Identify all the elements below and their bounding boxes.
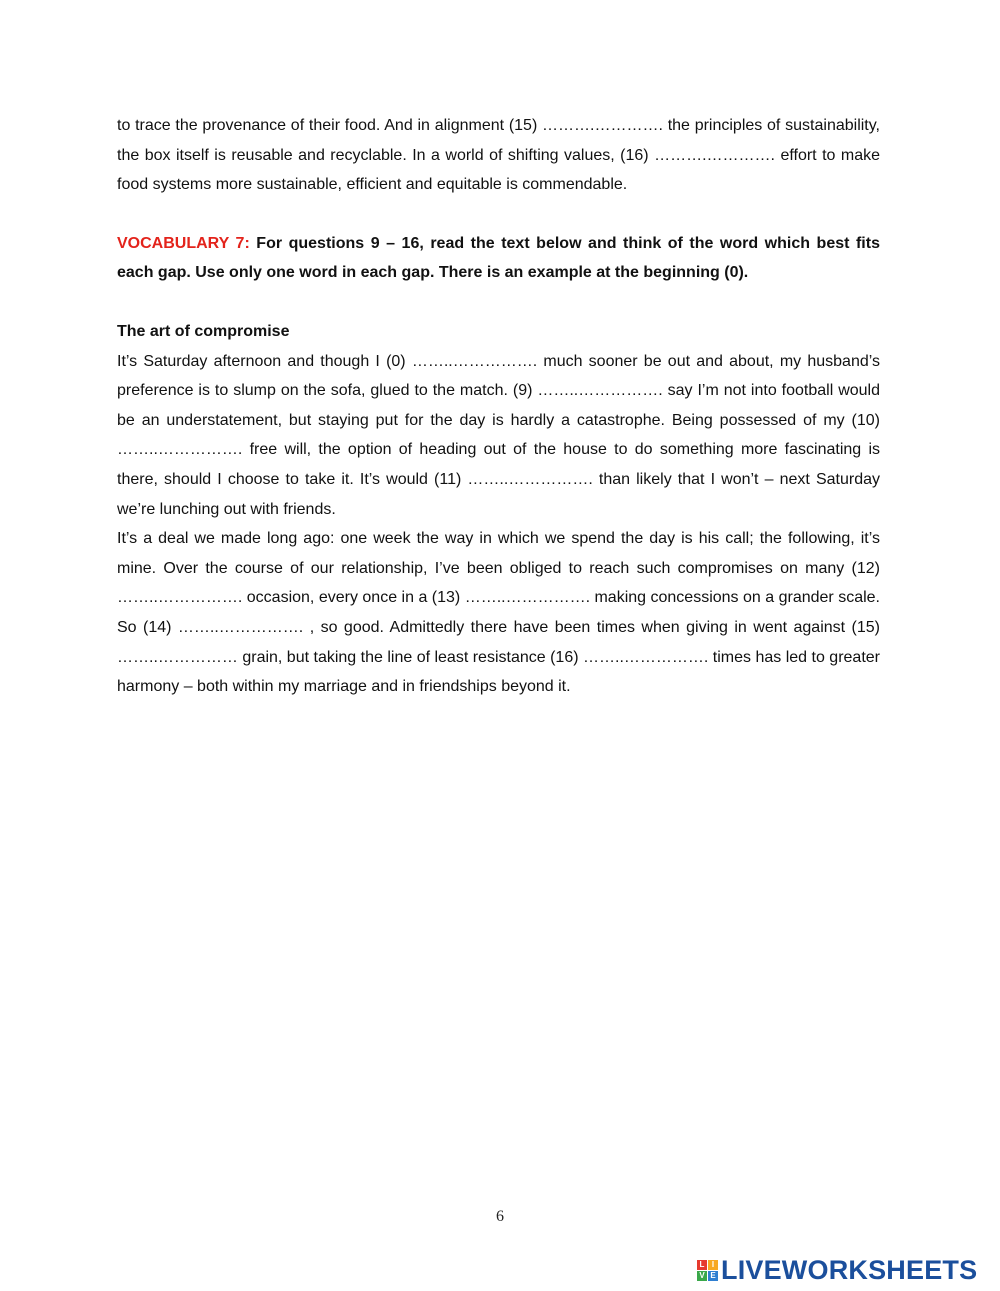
exercise-label: VOCABULARY 7:	[117, 234, 250, 252]
passage-paragraph-1: It’s Saturday afternoon and though I (0) ……..……………. much sooner be out and about, my husband’s preference is to slump on the sofa, glued to the match. (9) ……..……………. say I’m not into football would be an understatement, but staying put for the day is hardly a catastrophe. Being possessed of my (10) ……..……………. free will, the option of heading out of the house to do something more fascinating is there, should I choose to take it. It’s would (11) ……..……………. than likely that I won’t – next Saturday we’re lunching out with friends.	[117, 352, 880, 518]
logo-letter-v: V	[697, 1271, 707, 1281]
passage-title: The art of compromise	[117, 322, 290, 340]
liveworksheets-logo-icon	[697, 1260, 718, 1281]
instruction-text: For questions 9 – 16, read the text below and think of the word which best fits each gap. Use only one word in each gap. There is an example at the beginning (0).	[117, 234, 880, 282]
logo-letter-i: I	[708, 1260, 718, 1270]
vocabulary-instructions	[117, 229, 880, 288]
previous-exercise-text: to trace the provenance of their food. And in alignment (15) ……….…………. the principles of sustainability, the box itself is reusable and recyclable. In a world of shifting values, (16) ……….…………. effort to make food systems more sustainable, efficient and equitable is commendable.	[117, 117, 880, 194]
passage-paragraph-2: It’s a deal we made long ago: one week the way in which we spend the day is his call; the following, it’s mine. Over the course of our relationship, I’ve been obliged to reach such compromises on many (12) ……..……………. occasion, every once in a (13) ……..……………. making concessions on a grander scale. So (14) ……..……………. , so good. Admittedly there have been times when giving in went against (15) ……..…………… grain, but taking the line of least resistance (16) ……..……………. times has led to greater harmony – both within my marriage and in friendships beyond it.	[117, 530, 880, 696]
page-number: 6	[496, 1208, 504, 1225]
worksheet-content	[117, 111, 880, 702]
brand-name: LIVEWORKSHEETS	[721, 1254, 978, 1285]
logo-letter-e: E	[708, 1271, 718, 1281]
logo-letter-l: L	[697, 1260, 707, 1270]
liveworksheets-brand	[697, 1254, 977, 1286]
